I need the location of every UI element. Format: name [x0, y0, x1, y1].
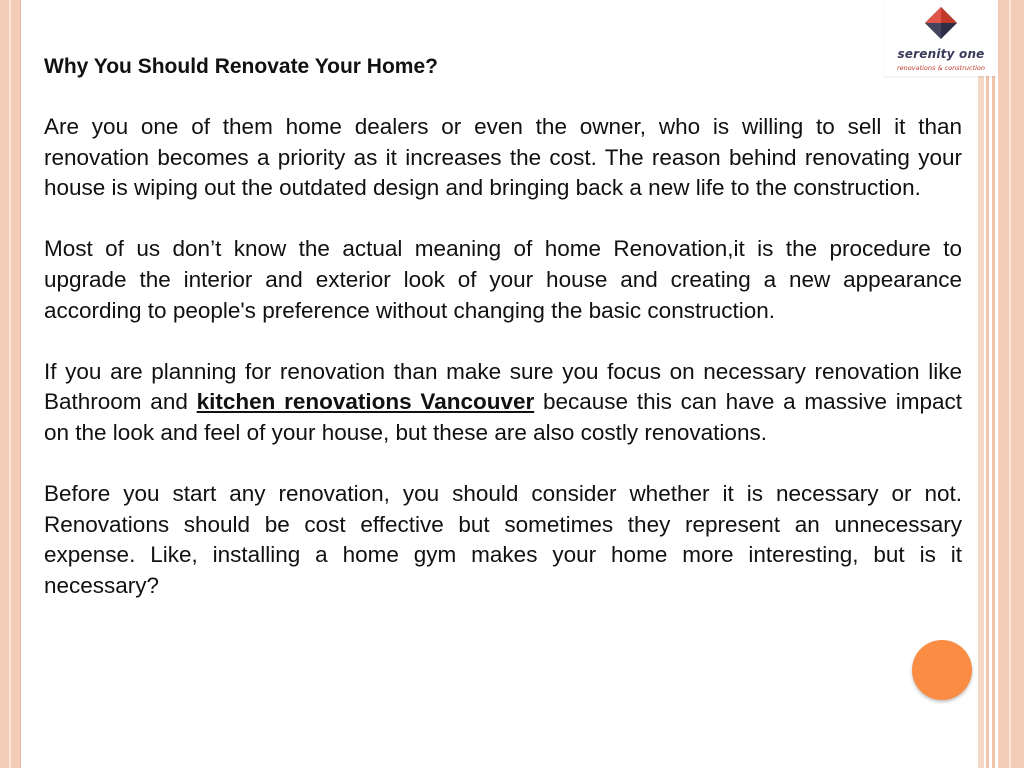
paragraph-3-text-before: If you are planning for renovation than make sure you focus on necessary renovation like Bathroom and [44, 358, 962, 415]
orange-circle-decoration [912, 640, 972, 700]
paragraph-3 [44, 357, 962, 449]
kitchen-renovations-link[interactable]: kitchen renovations Vancouver [196, 389, 535, 415]
right-border-stripes [978, 0, 1024, 768]
paragraph-3-text-after: because this can have a massive impact on the look and feel of your house, but these are also costly renovations. [44, 389, 962, 445]
slide-heading: Why You Should Renovate Your Home? [44, 55, 438, 78]
paragraph-2: Most of us don’t know the actual meaning of home Renovation,it is the procedure to upgrade the interior and exterior look of your house and creating a new appearance according to people's preference without changing the basic construction. [44, 236, 962, 323]
logo-tagline: renovations & construction [896, 64, 986, 72]
slide-content [44, 52, 962, 632]
paragraph-1: Are you one of them home dealers or even the owner, who is willing to sell it than renovation becomes a priority as it increases the cost. The reason behind renovating your house is wiping out the outdated design and bringing back a new life to the construction. [44, 114, 962, 201]
paragraph-4: Before you start any renovation, you should consider whether it is necessary or not. Renovations should be cost effective but sometimes they represent an unnecessary expense. Like, installing a home gym makes your home more interesting, but is it necessary? [44, 481, 962, 598]
left-border-stripe [0, 0, 21, 768]
pyramid-diamond-icon [924, 6, 958, 40]
logo-brand-name: serenity one [897, 47, 985, 61]
